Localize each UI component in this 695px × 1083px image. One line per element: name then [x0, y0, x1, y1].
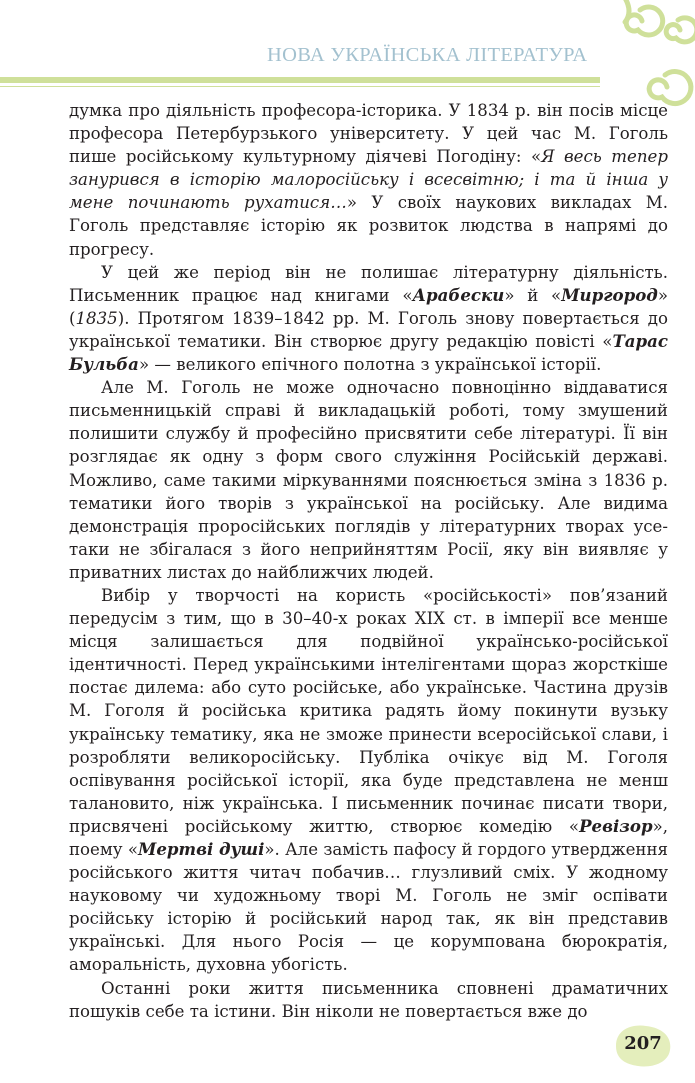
- text-run: » й «: [504, 285, 562, 305]
- text-run: Вибір у творчості на користь «російськості» пов’язаний передусім з тим, що в 30–40-х роках XIX ст. в імперії все менше місця залишається для подвійної українсько-російської ідентичності. Перед українськими інтелігентами щораз жорсткіше постає дилема: або суто російське, або українське. Частина друзів М. Гоголя й російська критика радять йому покинути вузьку українську тематику, яка не зможе принести всеросійської слави, і розробляти великоросійську. Публіка очікує від М. Гоголя оспівування російської історії, яка буде представлена не менш талановито, ніж українська. І письменник починає писати твори, присвячені російському життю, створює комедію «: [69, 585, 668, 836]
- text-run: », поему «: [69, 816, 668, 859]
- text-run: » (: [69, 285, 668, 328]
- text-run: ). Протягом 1839–1842 рр. М. Гоголь знову повертається до української тематики. Він створює другу редакцію повісті «: [69, 308, 668, 351]
- text-run: Останні роки життя письменника сповнені драматичних пошуків себе та істини. Він ніколи не повертається вже до: [69, 978, 668, 1021]
- page-number: 207: [624, 1033, 662, 1054]
- text-run: Але М. Гоголь не може одночасно повноцінно віддаватися письменницькій справі й викладацькій роботі, тому змушений полишити службу й професійно присвятити себе літературі. Її він розглядає як одну з форм свого служіння Російській державі. Можливо, саме такими міркуваннями пояснюється зміна з 1836 р. тематики його творів з української на російську. Але видима демонстрація проросійських поглядів у літературних творах усе-таки не збігалася з його неприйняттям Росії, яку він виявляє у приватних листах до найближчих людей.: [69, 378, 668, 582]
- italic-run: Я весь тепер занурився в історію малоросійську і всесвітню; і та й інша у мене починають рухатися…: [69, 147, 668, 213]
- text-run: » — великого епічного полотна з української історії.: [138, 355, 602, 375]
- header-rule-thin: [0, 86, 600, 87]
- title-bold-italic: Тарас Бульба: [69, 330, 668, 375]
- paragraph: [69, 376, 668, 584]
- title-bold-italic: Ревізор: [579, 815, 653, 836]
- title-bold-italic: Миргород: [561, 284, 658, 305]
- text-run: ». Але замість пафосу й гордого утвердження російського життя читач побачив… глузливий сміх. У жодному науковому чи художньому творі М. Гоголь не зміг оспівати російську історію й російський народ так, як він представив українські. Для нього Росія — це корумпована бюрократія, аморальність, духовна убогість.: [69, 840, 668, 975]
- title-bold-italic: Арабески: [412, 284, 505, 305]
- header-rule: [0, 77, 600, 83]
- title-bold-italic: Мертві душі: [137, 839, 265, 859]
- italic-run: 1835: [75, 308, 118, 328]
- paragraph: [69, 584, 668, 977]
- paragraph: [69, 977, 668, 1023]
- body-text: [69, 99, 668, 1023]
- text-run: думка про діяльність професора-історика. У 1834 р. він посів місце професора Петербурзького університету. У цей час М. Гоголь пише російському культурному діячеві Погодіну: «: [69, 101, 668, 167]
- text-run: » У своїх наукових викладах М. Гоголь представляє історію як розвиток людства в напрямі до прогресу.: [69, 193, 669, 259]
- paragraph: [69, 99, 668, 261]
- text-run: У цей же період він не полишає літературну діяльність. Письменник працює над книгами «: [69, 262, 668, 305]
- running-header: НОВА УКРАЇНСЬКА ЛІТЕРАТУРА: [267, 44, 588, 66]
- paragraph: [69, 261, 668, 376]
